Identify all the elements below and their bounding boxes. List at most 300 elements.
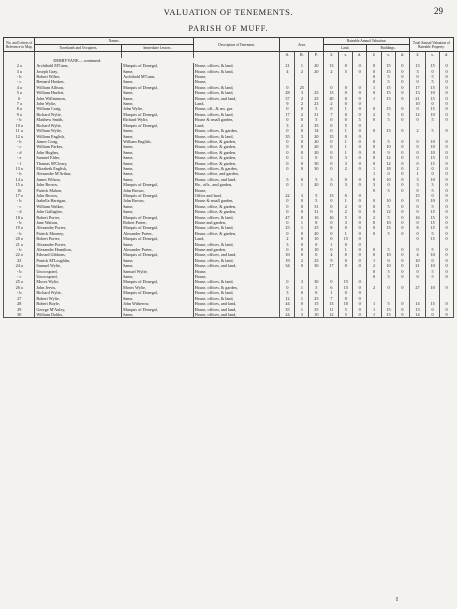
buildings-pounds: 0 — [367, 161, 382, 166]
land-shillings: 0 — [339, 117, 353, 122]
occupier-name: Archibald M'Cann, — [35, 63, 122, 68]
land-shillings: 0 — [339, 134, 353, 139]
immediate-lessor: Same, — [122, 312, 194, 318]
buildings-pence: 0 — [395, 312, 409, 318]
land-pence: 0 — [353, 69, 367, 74]
buildings-shillings: 5 — [382, 269, 396, 274]
total-pence: 0 — [439, 177, 453, 182]
area-roods: 1 — [295, 307, 309, 312]
occupier-name: Robert Wilter, — [35, 74, 122, 79]
total-pence: 0 — [439, 274, 453, 279]
buildings-pounds: 0 — [367, 117, 382, 122]
buildings-pounds: 0 — [367, 139, 382, 144]
area-acres: 0 — [280, 231, 295, 236]
area-roods: 2 — [295, 96, 309, 101]
total-pounds: 14 — [409, 312, 425, 318]
land-shillings: 15 — [339, 279, 353, 284]
land-pounds: 15 — [324, 134, 339, 139]
total-pounds: 3 — [409, 177, 425, 182]
land-pounds: 0 — [324, 236, 339, 241]
area-acres: 0 — [280, 204, 295, 209]
area-perches: 35 — [309, 307, 324, 312]
tenement-description: House, offices, & land, — [193, 134, 280, 139]
total-pence: 0 — [439, 220, 453, 225]
buildings-shillings: 10 — [382, 198, 396, 203]
area-perches: 20 — [309, 231, 324, 236]
buildings-pence: 0 — [395, 79, 409, 84]
total-pounds: 21 — [409, 263, 425, 268]
tenement-description: House, offices, & land, — [193, 63, 280, 68]
reference-number: - c — [4, 274, 35, 279]
unit-total-shillings: s. — [426, 52, 440, 58]
buildings-pence: 0 — [395, 166, 409, 171]
area-acres: 37 — [280, 96, 295, 101]
land-pounds: 0 — [324, 279, 339, 284]
occupier-name: John Hughes, — [35, 150, 122, 155]
tenement-description: House, — [193, 74, 280, 79]
reference-number: 6 — [4, 96, 35, 101]
buildings-pence: 0 — [395, 307, 409, 312]
area-perches: 5 — [309, 285, 324, 290]
area-acres: 0 — [280, 128, 295, 133]
land-shillings: 5 — [339, 307, 353, 312]
total-shillings: 0 — [426, 171, 440, 176]
buildings-shillings: 0 — [382, 258, 396, 263]
area-roods: 25 — [295, 85, 309, 90]
area-acres: 12 — [280, 296, 295, 301]
area-perches: 0 — [309, 252, 324, 257]
area-roods: 0 — [295, 128, 309, 133]
area-acres: 5 — [280, 177, 295, 182]
total-pounds: 0 — [409, 274, 425, 279]
immediate-lessor: Same, — [122, 171, 194, 176]
area-perches: 5 — [309, 177, 324, 182]
unit-roods: R. — [295, 52, 309, 58]
reference-number: - b — [4, 117, 35, 122]
land-shillings: 0 — [339, 101, 353, 106]
reference-number: 23 — [4, 258, 35, 263]
total-pence: 0 — [439, 204, 453, 209]
reference-number: 21 a — [4, 242, 35, 247]
land-pence: 0 — [353, 193, 367, 198]
land-pence: 0 — [353, 290, 367, 295]
tenement-description: House, off., & sm. gar. — [193, 106, 280, 111]
total-pence: 0 — [439, 193, 453, 198]
immediate-lessor: Same, — [122, 242, 194, 247]
total-pounds: 0 — [409, 150, 425, 155]
land-pounds: 8 — [324, 225, 339, 230]
immediate-lessor: Same, — [122, 150, 194, 155]
occupier-name: Unoccupied, — [35, 274, 122, 279]
land-pounds: 0 — [324, 144, 339, 149]
buildings-pence: 0 — [395, 188, 409, 193]
total-pounds: 12 — [409, 112, 425, 117]
immediate-lessor: Same, — [122, 166, 194, 171]
immediate-lessor: Same, — [122, 258, 194, 263]
tenement-description: House, offices, & land, — [193, 112, 280, 117]
occupier-name: Samuel Elder, — [35, 155, 122, 160]
buildings-pence: 0 — [395, 231, 409, 236]
land-pence: 0 — [353, 182, 367, 187]
land-pounds: 16 — [324, 215, 339, 220]
total-pounds: 4 — [409, 252, 425, 257]
buildings-pounds: 0 — [367, 69, 382, 74]
total-pence: 0 — [439, 301, 453, 306]
buildings-shillings: 5 — [382, 301, 396, 306]
land-shillings: 0 — [339, 252, 353, 257]
area-acres: 28 — [280, 90, 295, 95]
land-pounds: 12 — [324, 312, 339, 318]
total-pence: 0 — [439, 269, 453, 274]
immediate-lessor: Marquis of Donegal, — [122, 112, 194, 117]
total-shillings: 15 — [426, 215, 440, 220]
tenement-description: House, offices, & land, — [193, 69, 280, 74]
buildings-pounds: 0 — [367, 144, 382, 149]
occupier-name: William Dobbs, — [35, 312, 122, 318]
land-pounds: 13 — [324, 301, 339, 306]
area-perches: 25 — [309, 225, 324, 230]
total-pounds: 10 — [409, 101, 425, 106]
area-perches: 31 — [309, 209, 324, 214]
buildings-pence: 0 — [395, 198, 409, 203]
tenement-description: House, offices, & land, — [193, 258, 280, 263]
buildings-pence: 0 — [395, 155, 409, 160]
buildings-shillings: 12 — [382, 161, 396, 166]
occupier-name: John Brown, — [35, 193, 122, 198]
land-shillings: 0 — [339, 290, 353, 295]
tenement-description: House, offices, & land, — [193, 85, 280, 90]
buildings-pounds: 2 — [367, 285, 382, 290]
land-pounds: 0 — [324, 128, 339, 133]
total-pounds: 0 — [409, 209, 425, 214]
area-roods: 1 — [295, 220, 309, 225]
immediate-lessor: Marquis of Donegal, — [122, 182, 194, 187]
area-acres: 0 — [280, 106, 295, 111]
immediate-lessor: John Brown, — [122, 198, 194, 203]
tenement-description: House, offices, & land, — [193, 242, 280, 247]
total-pounds: 0 — [409, 220, 425, 225]
buildings-pounds: 0 — [367, 247, 382, 252]
land-pounds: 0 — [324, 231, 339, 236]
occupier-name: William Allison, — [35, 85, 122, 90]
land-pence: 0 — [353, 123, 367, 128]
total-shillings: 15 — [426, 155, 440, 160]
total-shillings: 15 — [426, 63, 440, 68]
land-pence: 0 — [353, 161, 367, 166]
total-shillings: 0 — [426, 166, 440, 171]
total-shillings: 0 — [426, 307, 440, 312]
reference-number: - b — [4, 139, 35, 144]
land-pence: 0 — [353, 106, 367, 111]
buildings-shillings: 12 — [382, 209, 396, 214]
reference-number: - b — [4, 220, 35, 225]
area-acres: 10 — [280, 252, 295, 257]
reference-number: 10 a — [4, 123, 35, 128]
col-header-reference: No. and Letters of Reference to Map. — [4, 38, 35, 52]
area-acres: 19 — [280, 258, 295, 263]
immediate-lessor: Same, — [122, 101, 194, 106]
immediate-lessor: Robert Porter, — [122, 220, 194, 225]
buildings-pence: 0 — [395, 90, 409, 95]
land-pounds: 0 — [324, 247, 339, 252]
total-shillings: 10 — [426, 150, 440, 155]
occupier-name: Richard Wylie, — [35, 290, 122, 295]
buildings-shillings: 10 — [382, 252, 396, 257]
land-pence: 0 — [353, 307, 367, 312]
land-pence: 0 — [353, 236, 367, 241]
total-shillings: 5 — [426, 79, 440, 84]
land-shillings: 1 — [339, 144, 353, 149]
total-shillings: 5 — [426, 269, 440, 274]
buildings-pence: 0 — [395, 301, 409, 306]
land-pounds: 0 — [324, 123, 339, 128]
land-pounds: 2 — [324, 101, 339, 106]
valuation-table — [3, 37, 454, 318]
total-pence: 0 — [439, 112, 453, 117]
area-roods: 1 — [295, 63, 309, 68]
total-pounds: 3 — [409, 182, 425, 187]
total-shillings: 15 — [426, 236, 440, 241]
occupier-name: William Wylie, — [35, 128, 122, 133]
reference-number: 20 a — [4, 236, 35, 241]
reference-number: 27 — [4, 296, 35, 301]
reference-number: 11 a — [4, 128, 35, 133]
immediate-lessor: Alexander Porter, — [122, 231, 194, 236]
total-shillings: 15 — [426, 106, 440, 111]
occupier-name: Alexander Hamilton, — [35, 247, 122, 252]
land-pence: 0 — [353, 204, 367, 209]
area-roods: 0 — [295, 166, 309, 171]
land-pounds: 0 — [324, 117, 339, 122]
area-roods: 3 — [295, 279, 309, 284]
buildings-pounds: 0 — [367, 269, 382, 274]
buildings-shillings: 5 — [382, 74, 396, 79]
col-header-lessors: Immediate Lessors. — [122, 45, 194, 52]
area-acres: 9 — [280, 101, 295, 106]
col-header-names: Names. — [35, 38, 193, 45]
immediate-lessor: Marquis of Donegal, — [122, 236, 194, 241]
area-roods: 1 — [295, 182, 309, 187]
occupier-name: George M'Auley, — [35, 307, 122, 312]
area-acres: 0 — [280, 117, 295, 122]
total-pence: 0 — [439, 139, 453, 144]
reference-number: - b — [4, 74, 35, 79]
land-pounds: 0 — [324, 204, 339, 209]
total-shillings: 15 — [426, 225, 440, 230]
tenement-description: House, office, & garden, — [193, 231, 280, 236]
page-title: VALUATION OF TENEMENTS. — [163, 7, 294, 17]
total-shillings: 5 — [426, 117, 440, 122]
buildings-shillings: 5 — [382, 112, 396, 117]
total-pounds: 0 — [409, 79, 425, 84]
total-shillings: 15 — [426, 161, 440, 166]
land-shillings: 10 — [339, 301, 353, 306]
area-roods: 0 — [295, 242, 309, 247]
buildings-pounds: 2 — [367, 112, 382, 117]
land-shillings: 5 — [339, 312, 353, 318]
occupier-name: Alexander M'Arthur, — [35, 171, 122, 176]
land-shillings: 3 — [339, 220, 353, 225]
tenement-description: House, — [193, 274, 280, 279]
total-pence: 0 — [439, 236, 453, 241]
land-shillings: 2 — [339, 209, 353, 214]
total-pounds: 14 — [409, 301, 425, 306]
buildings-pence: 0 — [395, 96, 409, 101]
land-pence: 0 — [353, 312, 367, 318]
area-acres: 0 — [280, 220, 295, 225]
buildings-pounds: 0 — [367, 188, 382, 193]
land-shillings: 0 — [339, 263, 353, 268]
area-perches: 20 — [309, 134, 324, 139]
occupier-name: Samuel Wylie, — [35, 263, 122, 268]
tenement-description: House, offices, and land, — [193, 263, 280, 268]
buildings-shillings: 15 — [382, 128, 396, 133]
area-perches: 0 — [309, 242, 324, 247]
land-pence: 0 — [353, 139, 367, 144]
buildings-pounds: 0 — [367, 79, 382, 84]
unit-land-shillings: s. — [339, 52, 353, 58]
total-shillings: 10 — [426, 198, 440, 203]
land-pence: 0 — [353, 63, 367, 68]
buildings-shillings: 15 — [382, 90, 396, 95]
reference-number: 19 a — [4, 225, 35, 230]
total-shillings: 5 — [426, 231, 440, 236]
land-shillings: 15 — [339, 236, 353, 241]
area-perches: 20 — [309, 139, 324, 144]
area-acres: 0 — [280, 198, 295, 203]
reference-number: 18 a — [4, 215, 35, 220]
land-shillings: 2 — [339, 204, 353, 209]
area-acres: 34 — [280, 263, 295, 268]
immediate-lessor: John Wylie, — [122, 106, 194, 111]
immediate-lessor: Archibald M'Cann, — [122, 74, 194, 79]
land-pence: 0 — [353, 134, 367, 139]
occupier-name: Isabella Harrigan, — [35, 198, 122, 203]
buildings-pence: 0 — [395, 171, 409, 176]
land-pence: 5 — [353, 117, 367, 122]
immediate-lessor: Same, — [122, 204, 194, 209]
land-shillings: 0 — [339, 177, 353, 182]
total-shillings: 10 — [426, 177, 440, 182]
area-acres: 3 — [280, 290, 295, 295]
area-roods: 0 — [295, 252, 309, 257]
total-pounds: 0 — [409, 106, 425, 111]
total-pounds: 0 — [409, 74, 425, 79]
total-shillings: 5 — [426, 188, 440, 193]
area-roods: 3 — [295, 134, 309, 139]
tenement-description: House, offices, & land, — [193, 225, 280, 230]
land-pounds: 0 — [324, 220, 339, 225]
buildings-pence: 0 — [395, 63, 409, 68]
reference-number: 28 — [4, 301, 35, 306]
area-acres: 2 — [280, 236, 295, 241]
buildings-shillings: 10 — [382, 263, 396, 268]
total-shillings: 5 — [426, 204, 440, 209]
reference-number: 26 a — [4, 285, 35, 290]
land-shillings: 0 — [339, 225, 353, 230]
total-shillings: 0 — [426, 69, 440, 74]
tenement-description: House & small garden, — [193, 198, 280, 203]
immediate-lessor: Richard Wylie, — [122, 117, 194, 122]
buildings-shillings: 5 — [382, 117, 396, 122]
area-perches: 25 — [309, 296, 324, 301]
buildings-pence: 0 — [395, 128, 409, 133]
land-shillings: 3 — [339, 155, 353, 160]
occupier-name: Robert Porter, — [35, 236, 122, 241]
table-row — [4, 312, 454, 318]
unit-buildings-pounds: £ — [367, 52, 382, 58]
buildings-shillings: 5 — [382, 79, 396, 84]
total-pounds: 13 — [409, 63, 425, 68]
land-pence: 0 — [353, 285, 367, 290]
total-shillings: 10 — [426, 144, 440, 149]
buildings-pence: 0 — [395, 74, 409, 79]
tenement-description: House, office, & garden, — [193, 139, 280, 144]
total-pence: 0 — [439, 106, 453, 111]
immediate-lessor: Marquis of Donegal, — [122, 193, 194, 198]
occupier-name: Matthew Smith, — [35, 117, 122, 122]
buildings-pence: 0 — [395, 274, 409, 279]
area-perches: 8 — [309, 220, 324, 225]
total-shillings: 15 — [426, 220, 440, 225]
occupier-name: Alexander Porter, — [35, 242, 122, 247]
land-pence: 0 — [353, 101, 367, 106]
land-pounds: 0 — [324, 106, 339, 111]
buildings-shillings: 10 — [382, 177, 396, 182]
immediate-lessor: Marquis of Donegal, — [122, 290, 194, 295]
total-shillings: 0 — [426, 258, 440, 263]
tenement-description: House, offices, and land, — [193, 301, 280, 306]
land-shillings: 1 — [339, 247, 353, 252]
total-pounds: 0 — [409, 144, 425, 149]
area-acres: 0 — [280, 139, 295, 144]
tenement-description: House, offices, & land, — [193, 290, 280, 295]
total-pence: 0 — [439, 198, 453, 203]
area-acres: 21 — [280, 63, 295, 68]
buildings-pounds: 1 — [367, 312, 382, 318]
land-pence: 0 — [353, 258, 367, 263]
unit-buildings-pence: d. — [395, 52, 409, 58]
occupier-name: Edward Gibbons, — [35, 252, 122, 257]
total-pence: 0 — [439, 74, 453, 79]
area-perches: 25 — [309, 96, 324, 101]
total-pence: 0 — [439, 85, 453, 90]
area-acres: 17 — [280, 112, 295, 117]
land-pounds: 13 — [324, 193, 339, 198]
area-acres: 0 — [280, 247, 295, 252]
immediate-lessor: Same, — [122, 128, 194, 133]
land-pounds: 0 — [324, 166, 339, 171]
area-perches: 0 — [309, 290, 324, 295]
tenement-description: House, offices, & garden, — [193, 285, 280, 290]
area-acres: 0 — [280, 85, 295, 90]
immediate-lessor: Same, — [122, 134, 194, 139]
land-pence: 0 — [353, 112, 367, 117]
land-pounds: 0 — [324, 155, 339, 160]
total-pounds: 0 — [409, 236, 425, 241]
area-perches: 0 — [309, 155, 324, 160]
buildings-shillings: 5 — [382, 188, 396, 193]
total-pence: 0 — [439, 69, 453, 74]
area-roods: 0 — [295, 209, 309, 214]
tenement-description: House and garden, — [193, 220, 280, 225]
footer-mark: I — [396, 597, 398, 603]
reference-number: 3 a — [4, 69, 35, 74]
total-pounds: 13 — [409, 307, 425, 312]
total-pounds: 0 — [409, 269, 425, 274]
unit-total-pounds: £ — [409, 52, 425, 58]
immediate-lessor: Marquis of Donegal, — [122, 252, 194, 257]
